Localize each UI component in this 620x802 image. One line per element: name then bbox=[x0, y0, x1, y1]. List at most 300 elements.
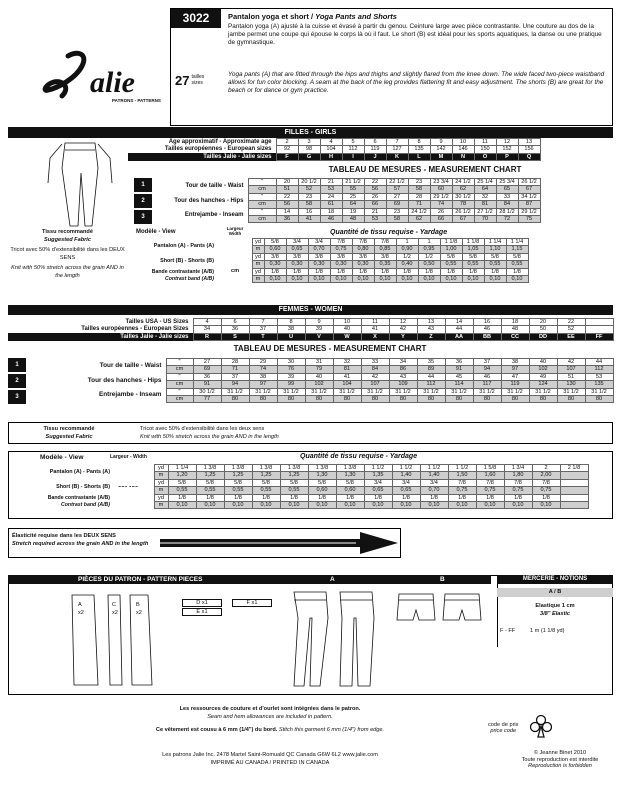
cell: 0,65 bbox=[364, 487, 392, 494]
cell: 5/8 bbox=[462, 253, 484, 260]
cell: 47 bbox=[501, 373, 529, 380]
cell: 27 bbox=[386, 193, 408, 200]
cell: 79 bbox=[305, 366, 333, 373]
cell: 22 1/2 bbox=[386, 179, 408, 186]
cell: 0,10 bbox=[286, 276, 308, 283]
cell: 36 bbox=[221, 326, 249, 333]
cell: 0,10 bbox=[330, 276, 352, 283]
cell: 1,10 bbox=[484, 246, 506, 253]
notions-title: MERCERIE - NOTIONS bbox=[497, 575, 613, 584]
cell: 71 bbox=[221, 366, 249, 373]
cell: 1,25 bbox=[196, 472, 224, 479]
cell: 1,25 bbox=[252, 472, 280, 479]
notions-view: A / B bbox=[497, 588, 613, 597]
cell: 43 bbox=[417, 326, 445, 333]
girls-jalie-label: Tailles Jalie - Jalie sizes bbox=[128, 153, 276, 160]
cell: 12 bbox=[389, 319, 417, 326]
women-eu-label: Tailles européennes - European Sizes bbox=[81, 326, 189, 333]
cell: 46 bbox=[473, 326, 501, 333]
cell: 34 1/2 bbox=[518, 193, 540, 200]
notions-row-value: 1 m (1 1/8 yd) bbox=[530, 628, 565, 634]
cell: 65 bbox=[496, 186, 518, 193]
cell: 0,75 bbox=[448, 487, 476, 494]
cell: 42 bbox=[557, 359, 585, 366]
band-label-fr: Bande contrastante (A/B) bbox=[151, 268, 214, 275]
cell: 1 1/4 bbox=[168, 465, 196, 472]
cell: 80 bbox=[249, 396, 277, 403]
hem-en: Stitch this garment 6 mm (1/4") from edge. bbox=[278, 727, 385, 733]
cell: 16 bbox=[473, 319, 501, 326]
cell: 0,10 bbox=[308, 502, 336, 509]
cell: 13 bbox=[417, 319, 445, 326]
cell: 1/8 bbox=[448, 494, 476, 501]
cell: 91 bbox=[193, 381, 221, 388]
cell: 1/8 bbox=[418, 268, 440, 275]
cell: 0,75 bbox=[330, 246, 352, 253]
title: Pantalon yoga et short / Yoga Pants and Shorts bbox=[228, 12, 397, 21]
unit: m bbox=[154, 487, 168, 494]
cell: 0,60 bbox=[308, 487, 336, 494]
cell: 97 bbox=[249, 381, 277, 388]
cell: 5/8 bbox=[264, 239, 286, 246]
cell: L bbox=[408, 153, 430, 160]
unit: " bbox=[248, 208, 276, 215]
cell: 5/8 bbox=[308, 479, 336, 486]
women-size-table bbox=[8, 318, 614, 341]
cell: 1 3/4 bbox=[504, 465, 532, 472]
repro-fr: Toute reproduction est interdite bbox=[521, 756, 599, 763]
cell: 2 bbox=[276, 139, 298, 146]
cell: 58 bbox=[298, 201, 320, 208]
cell: 0,10 bbox=[168, 502, 196, 509]
cell: 3/4 bbox=[392, 479, 420, 486]
cell: 142 bbox=[430, 146, 452, 153]
cell: 42 bbox=[361, 373, 389, 380]
cell: 31 1/2 bbox=[473, 388, 501, 395]
cell: T bbox=[249, 333, 277, 340]
cell: 31 1/2 bbox=[249, 388, 277, 395]
row-num-1: 1 bbox=[134, 178, 152, 192]
cell: 104 bbox=[333, 381, 361, 388]
cell: 146 bbox=[452, 146, 474, 153]
elastic-en: 3/8" Elastic bbox=[539, 611, 571, 617]
cell: M bbox=[430, 153, 452, 160]
unit: " bbox=[166, 388, 193, 395]
cell: 7/8 bbox=[448, 479, 476, 486]
cell: I bbox=[342, 153, 364, 160]
cell: 31 1/2 bbox=[445, 388, 473, 395]
cell: 1/8 bbox=[168, 494, 196, 501]
cell: FF bbox=[585, 333, 613, 340]
cell: 31 bbox=[305, 359, 333, 366]
cell: 0,55 bbox=[224, 487, 252, 494]
cell: 80 bbox=[361, 396, 389, 403]
cell: 1/8 bbox=[392, 494, 420, 501]
cell: 107 bbox=[557, 366, 585, 373]
sizes-label: tailles sizes bbox=[191, 74, 205, 86]
cell: 37 bbox=[221, 373, 249, 380]
unit: yd bbox=[252, 268, 264, 275]
cell: 30 1/2 bbox=[452, 193, 474, 200]
women-chart-title: TABLEAU DE MESURES - MEASUREMENT CHART bbox=[233, 344, 427, 353]
cell: 152 bbox=[496, 146, 518, 153]
cell: W bbox=[333, 333, 361, 340]
cell: 0,10 bbox=[308, 276, 330, 283]
cell: 80 bbox=[305, 396, 333, 403]
cell: 66 bbox=[364, 201, 386, 208]
cell: 0,10 bbox=[364, 502, 392, 509]
cell: 67 bbox=[518, 186, 540, 193]
cell: 150 bbox=[474, 146, 496, 153]
cell: 56 bbox=[276, 201, 298, 208]
cell: 1,25 bbox=[224, 472, 252, 479]
cell: 45 bbox=[445, 373, 473, 380]
cell: 94 bbox=[473, 366, 501, 373]
unit: " bbox=[166, 373, 193, 380]
cell: 0,40 bbox=[396, 261, 418, 268]
pants-label: Pantalon (A) - Pants (A) bbox=[49, 468, 110, 475]
cell: 1/8 bbox=[336, 494, 364, 501]
cell: 5/8 bbox=[484, 253, 506, 260]
hips-label: Tour des hanches - Hips bbox=[174, 197, 244, 204]
cell: CC bbox=[501, 333, 529, 340]
cell: 1 1/2 bbox=[364, 465, 392, 472]
cell: 5/8 bbox=[252, 479, 280, 486]
cell: 0,55 bbox=[506, 261, 528, 268]
price-code-fr: code de prix bbox=[488, 722, 519, 728]
cell: 80 bbox=[529, 396, 557, 403]
cell: 3/8 bbox=[374, 253, 396, 260]
cell: 31 1/2 bbox=[361, 388, 389, 395]
cell: 22 bbox=[364, 179, 386, 186]
row-num-3: 3 bbox=[8, 390, 26, 404]
cell: 9 bbox=[430, 139, 452, 146]
cell: 26 bbox=[430, 208, 452, 215]
cell: 84 bbox=[496, 201, 518, 208]
cell: 58 bbox=[386, 216, 408, 223]
cell: 5/8 bbox=[440, 253, 462, 260]
view-a-label: A bbox=[330, 576, 335, 583]
cell: 1,30 bbox=[336, 472, 364, 479]
cell: 80 bbox=[557, 396, 585, 403]
shorts-label: Short (B) - Shorts (B) bbox=[160, 257, 214, 264]
cell: 0,10 bbox=[440, 276, 462, 283]
unit: cm bbox=[166, 366, 193, 373]
cell: 60 bbox=[430, 186, 452, 193]
fabric-fr: Tricot avec 50% d'extensibilité dans les deux sens bbox=[140, 426, 265, 432]
cell: 5/8 bbox=[196, 479, 224, 486]
unit: " bbox=[166, 359, 193, 366]
cell: 0,10 bbox=[504, 502, 532, 509]
seam-en: Seam and hem allowances are included in pattern. bbox=[207, 714, 333, 720]
printed: IMPRIMÉ AU CANADA / PRINTED IN CANADA bbox=[210, 760, 330, 766]
cell: 1,25 bbox=[280, 472, 308, 479]
cell: 1,40 bbox=[420, 472, 448, 479]
cell: 48 bbox=[342, 216, 364, 223]
cell: 0,10 bbox=[448, 502, 476, 509]
cell: 11 bbox=[474, 139, 496, 146]
hem-note bbox=[110, 727, 430, 733]
cell: 97 bbox=[501, 366, 529, 373]
cell: 0,65 bbox=[392, 487, 420, 494]
cell: 1,30 bbox=[308, 472, 336, 479]
cell: 9 bbox=[305, 319, 333, 326]
cell: 70 bbox=[474, 216, 496, 223]
cell: 62 bbox=[408, 216, 430, 223]
cell: 10 bbox=[333, 319, 361, 326]
cell: 1 3/8 bbox=[196, 465, 224, 472]
cell: 0,85 bbox=[374, 246, 396, 253]
cell: 6 bbox=[364, 139, 386, 146]
cell: 3/8 bbox=[352, 253, 374, 260]
cell: 0,75 bbox=[504, 487, 532, 494]
unit: yd bbox=[252, 239, 264, 246]
cell: 0,10 bbox=[352, 276, 374, 283]
price-code bbox=[488, 722, 518, 734]
cell: 114 bbox=[445, 381, 473, 388]
women-yardage-table bbox=[14, 464, 589, 509]
cell: 102 bbox=[305, 381, 333, 388]
cell: 31 1/2 bbox=[389, 388, 417, 395]
cell: 0,55 bbox=[252, 487, 280, 494]
row-num-2: 2 bbox=[134, 194, 152, 208]
cell: DD bbox=[529, 333, 557, 340]
cell: 0,90 bbox=[396, 246, 418, 253]
cell: N bbox=[452, 153, 474, 160]
cell: 33 bbox=[496, 193, 518, 200]
cell: 1 bbox=[418, 239, 440, 246]
cell: U bbox=[277, 333, 305, 340]
unit: m bbox=[154, 502, 168, 509]
row-num-2: 2 bbox=[8, 374, 26, 388]
cell: 0,30 bbox=[330, 261, 352, 268]
cell: O bbox=[474, 153, 496, 160]
piece-a: A bbox=[78, 602, 82, 608]
cell: 27 bbox=[193, 359, 221, 366]
cell: 2 bbox=[532, 465, 560, 472]
cell: 37 bbox=[249, 326, 277, 333]
shorts-label: Short (B) - Shorts (B) bbox=[56, 483, 110, 490]
cell: 34 bbox=[193, 326, 221, 333]
cell: V bbox=[305, 333, 333, 340]
cell: 1/8 bbox=[252, 494, 280, 501]
cell: 1/8 bbox=[224, 494, 252, 501]
cell: 23 3/4 bbox=[430, 179, 452, 186]
cell: 31 1/2 bbox=[305, 388, 333, 395]
piece-b: B bbox=[136, 602, 140, 608]
women-fabric-title bbox=[14, 426, 124, 441]
cell: 36 bbox=[193, 373, 221, 380]
cell: 1/8 bbox=[506, 268, 528, 275]
shorts-illustration bbox=[395, 590, 485, 630]
cell: 1/8 bbox=[308, 268, 330, 275]
cell: 7/8 bbox=[330, 239, 352, 246]
cell: 36 bbox=[445, 359, 473, 366]
cell: 1/8 bbox=[484, 268, 506, 275]
girls-size-table bbox=[128, 138, 541, 161]
cell: 1,00 bbox=[440, 246, 462, 253]
cell: 130 bbox=[557, 381, 585, 388]
cell: 0,10 bbox=[420, 502, 448, 509]
desc-fr: Pantalon yoga (A) ajusté à la cuisse et évasé à partir du genou. Ceinture large avec pièce contrastante. Une couture au dos de la jambe permet une coupe qui épouse le corps là où il faut. Le short (B) est idéal pour les sports aquatiques, la danse ou une pratique de gymnastique. bbox=[228, 23, 602, 47]
cell: 1 3/8 bbox=[308, 465, 336, 472]
cell: 86 bbox=[389, 366, 417, 373]
cell: 31 1/2 bbox=[221, 388, 249, 395]
copyright-block bbox=[510, 750, 610, 770]
cell: 28 bbox=[221, 359, 249, 366]
cell: 42 bbox=[389, 326, 417, 333]
cell: 1,60 bbox=[476, 472, 504, 479]
cell: 34 bbox=[389, 359, 417, 366]
cell: 1,40 bbox=[392, 472, 420, 479]
price-code-en: price code bbox=[490, 728, 517, 734]
cell: 31 1/2 bbox=[501, 388, 529, 395]
piece-e: E x1 bbox=[182, 608, 222, 616]
cell: 29 1/2 bbox=[430, 193, 452, 200]
piece-c-qty: x2 bbox=[112, 610, 118, 616]
cell: 3/8 bbox=[264, 253, 286, 260]
copyright: © Jeanne Binet 2010 bbox=[533, 750, 587, 756]
notions-row-label: F - FF bbox=[500, 628, 516, 634]
brand-sub: PATRONS - PATTERNS bbox=[112, 98, 161, 103]
cell: Q bbox=[518, 153, 540, 160]
title-fr: Pantalon yoga et short bbox=[228, 12, 309, 21]
cell: 55 bbox=[342, 186, 364, 193]
cell: 24 1/2 bbox=[408, 208, 430, 215]
cell: 5/8 bbox=[168, 479, 196, 486]
cell: 76 bbox=[277, 366, 305, 373]
cell: 57 bbox=[386, 186, 408, 193]
cell: 5/8 bbox=[280, 479, 308, 486]
unit: m bbox=[252, 276, 264, 283]
waist-label: Tour de taille - Waist bbox=[99, 361, 162, 369]
cell: 1/8 bbox=[264, 268, 286, 275]
cell: 40 bbox=[333, 326, 361, 333]
fabric-title-fr: Tissu recommandé bbox=[43, 426, 95, 432]
cell: AA bbox=[445, 333, 473, 340]
cell: X bbox=[361, 333, 389, 340]
cell: 26 1/2 bbox=[518, 179, 540, 186]
girls-chart-title: TABLEAU DE MESURES - MEASUREMENT CHART bbox=[328, 165, 522, 174]
desc-en: Yoga pants (A) that are fitted through the hips and thighs and slightly flared from the knee down. The wide faced two-piece waistband allows for fun color blocking. A seam at the back of the leg provides flattering fit and easy adjustment. The shorts (B) are great for the beach or for dance or gym practice. bbox=[228, 71, 605, 95]
unit: cm bbox=[166, 381, 193, 388]
women-title: FEMMES - WOMEN bbox=[8, 305, 613, 315]
cell: 52 bbox=[557, 326, 585, 333]
cell: 5/8 bbox=[224, 479, 252, 486]
cell: 51 bbox=[557, 373, 585, 380]
cell: 14 bbox=[445, 319, 473, 326]
cell: 21 bbox=[364, 208, 386, 215]
cell: 21 bbox=[320, 179, 342, 186]
cell: 156 bbox=[518, 146, 540, 153]
title-en: Yoga Pants and Shorts bbox=[315, 12, 397, 21]
cell: 1 1/2 bbox=[392, 465, 420, 472]
cell: 80 bbox=[445, 396, 473, 403]
stretch-arrow-icon bbox=[160, 530, 400, 556]
cell: 39 bbox=[277, 373, 305, 380]
cell: 56 bbox=[364, 186, 386, 193]
cell: 66 bbox=[430, 216, 452, 223]
cell: 0,60 bbox=[264, 246, 286, 253]
cell: 43 bbox=[389, 373, 417, 380]
header-box bbox=[170, 8, 613, 126]
cell: 0,10 bbox=[336, 502, 364, 509]
cell: 20 bbox=[529, 319, 557, 326]
cell: 99 bbox=[277, 381, 305, 388]
cell: 40 bbox=[529, 359, 557, 366]
cell: 49 bbox=[529, 373, 557, 380]
unit: cm bbox=[166, 396, 193, 403]
cell: 1 1/4 bbox=[506, 239, 528, 246]
cell: 61 bbox=[320, 201, 342, 208]
fabric-title-en: Suggested Fabric bbox=[44, 236, 91, 243]
cell: 0,10 bbox=[462, 276, 484, 283]
cell: 3/4 bbox=[364, 479, 392, 486]
fabric-title-fr: Tissu recommandé bbox=[42, 229, 93, 235]
cell: 0,55 bbox=[462, 261, 484, 268]
cell: 52 bbox=[298, 186, 320, 193]
cell: 19 bbox=[342, 208, 364, 215]
cell: 1/8 bbox=[352, 268, 374, 275]
cell: 1/8 bbox=[330, 268, 352, 275]
cell: 62 bbox=[452, 186, 474, 193]
row-num-1: 1 bbox=[8, 358, 26, 372]
cell: 80 bbox=[501, 396, 529, 403]
cell: 80 bbox=[473, 396, 501, 403]
cell: 3/8 bbox=[286, 253, 308, 260]
unit: yd bbox=[154, 494, 168, 501]
cell: 64 bbox=[342, 201, 364, 208]
cell: 109 bbox=[389, 381, 417, 388]
cell: R bbox=[193, 333, 221, 340]
cell: 1/8 bbox=[364, 494, 392, 501]
cell: 1 3/8 bbox=[224, 465, 252, 472]
cell: 31 1/2 bbox=[333, 388, 361, 395]
cell: 1 bbox=[396, 239, 418, 246]
cell: 69 bbox=[386, 201, 408, 208]
cell: 119 bbox=[364, 146, 386, 153]
cell: 37 bbox=[473, 359, 501, 366]
cell: 14 bbox=[276, 208, 298, 215]
cell: 117 bbox=[473, 381, 501, 388]
band-label-fr: Bande contrastante (A/B) bbox=[47, 494, 110, 501]
cell: 124 bbox=[529, 381, 557, 388]
cell: 20 bbox=[276, 179, 298, 186]
cell: 31 1/2 bbox=[529, 388, 557, 395]
inseam-label: Entrejambe - Inseam bbox=[184, 212, 244, 219]
jalie-logo bbox=[38, 48, 188, 103]
cell: 32 bbox=[474, 193, 496, 200]
pants-label: Pantalon (A) - Pants (A) bbox=[153, 242, 214, 249]
fabric-en: Knit with 50% stretch across the grain AND in the length bbox=[11, 265, 124, 279]
unit: m bbox=[154, 472, 168, 479]
cell: 112 bbox=[417, 381, 445, 388]
cell: 0,10 bbox=[418, 276, 440, 283]
cell: 8 bbox=[408, 139, 430, 146]
cell: 135 bbox=[585, 381, 613, 388]
unit: m bbox=[252, 261, 264, 268]
cell: 2 1/8 bbox=[560, 465, 588, 472]
cell: 75 bbox=[518, 216, 540, 223]
cell: 30 bbox=[277, 359, 305, 366]
cell: H bbox=[320, 153, 342, 160]
cell: 80 bbox=[585, 396, 613, 403]
pieces-title: PIÈCES DU PATRON - PATTERN PIECES bbox=[8, 575, 491, 584]
cell: 32 bbox=[333, 359, 361, 366]
cell: 112 bbox=[342, 146, 364, 153]
women-fabric-text bbox=[140, 426, 279, 441]
cell: 0,10 bbox=[252, 502, 280, 509]
